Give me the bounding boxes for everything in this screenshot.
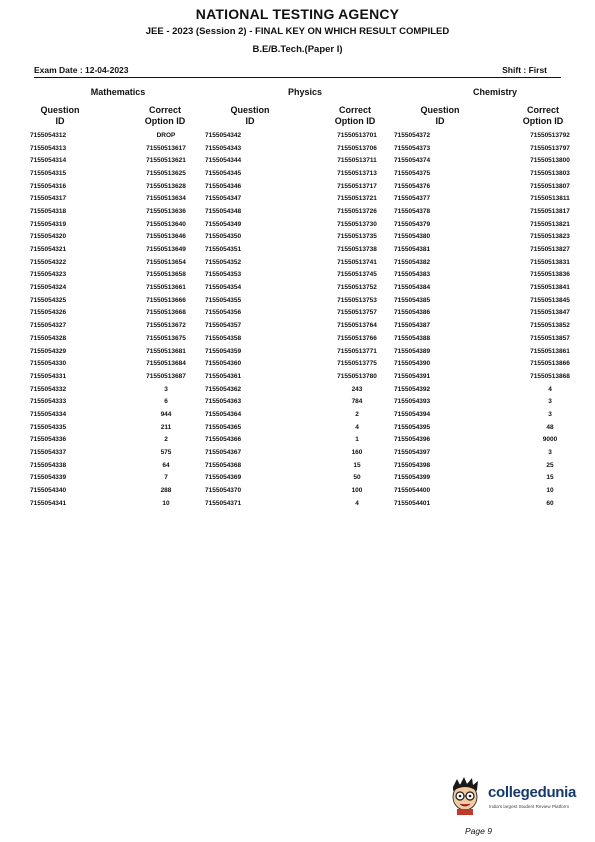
chemistry-correct-option-cell: 71550513868 (530, 372, 570, 380)
physics-question-id-cell: 7155054361 (205, 372, 242, 380)
column-header-line: Correct (526, 105, 559, 115)
math-correct-option-cell: 71550513649 (146, 246, 186, 254)
column-header-chemistry-correct-option (500, 105, 586, 127)
table-row (30, 269, 590, 282)
column-header-line: Correct (148, 105, 181, 115)
column-header-physics-question-id (220, 105, 280, 127)
chemistry-correct-option-cell: 71550513852 (530, 322, 570, 330)
chemistry-question-id-cell: 7155054385 (394, 296, 431, 304)
physics-correct-option-cell: 71550513752 (337, 284, 377, 292)
math-question-id-cell: 7155054326 (30, 309, 67, 317)
column-header-line: Correct (338, 105, 371, 115)
physics-correct-option-cell: 784 (351, 398, 363, 406)
physics-question-id-cell: 7155054363 (205, 398, 242, 406)
page-number: Page 9 (465, 826, 492, 836)
chemistry-question-id-cell: 7155054378 (394, 207, 431, 215)
table-row (30, 154, 590, 167)
column-header-physics-correct-option (313, 105, 397, 127)
subject-chemistry: Chemistry (472, 87, 517, 97)
chemistry-question-id-cell: 7155054380 (394, 233, 431, 241)
table-row (30, 459, 590, 472)
math-question-id-cell: 7155054316 (30, 182, 67, 190)
physics-question-id-cell: 7155054353 (205, 271, 242, 279)
math-correct-option-cell: 71550513668 (146, 309, 186, 317)
physics-question-id-cell: 7155054365 (205, 423, 242, 431)
chemistry-question-id-cell: 7155054399 (394, 474, 431, 482)
math-correct-option-cell: 2 (164, 436, 168, 444)
chemistry-question-id-cell: 7155054392 (394, 385, 431, 393)
physics-question-id-cell: 7155054357 (205, 322, 242, 330)
chemistry-question-id-cell: 7155054387 (394, 322, 431, 330)
table-row (30, 319, 590, 332)
math-correct-option-cell: 7 (164, 474, 168, 482)
physics-question-id-cell: 7155054355 (205, 296, 242, 304)
chemistry-correct-option-cell: 3 (548, 410, 552, 418)
physics-question-id-cell: 7155054356 (205, 309, 242, 317)
chemistry-correct-option-cell: 71550513803 (530, 169, 570, 177)
physics-question-id-cell: 7155054345 (205, 169, 242, 177)
chemistry-correct-option-cell: 10 (546, 487, 554, 495)
chemistry-question-id-cell: 7155054395 (394, 423, 431, 431)
physics-correct-option-cell: 71550513701 (337, 131, 377, 139)
physics-correct-option-cell: 71550513780 (337, 372, 377, 380)
chemistry-correct-option-cell: 4 (548, 385, 552, 393)
physics-question-id-cell: 7155054369 (205, 474, 242, 482)
chemistry-correct-option-cell: 71550513800 (530, 157, 570, 165)
physics-correct-option-cell: 50 (353, 474, 361, 482)
chemistry-correct-option-cell: 71550513866 (530, 360, 570, 368)
paper-name: B.E/B.Tech.(Paper I) (252, 44, 343, 55)
math-question-id-cell: 7155054312 (30, 131, 67, 139)
physics-question-id-cell: 7155054342 (205, 131, 242, 139)
physics-correct-option-cell: 71550513717 (337, 182, 377, 190)
table-row (30, 370, 590, 383)
math-correct-option-cell: 71550513628 (146, 182, 186, 190)
physics-question-id-cell: 7155054354 (205, 284, 242, 292)
physics-correct-option-cell: 71550513753 (337, 296, 377, 304)
math-question-id-cell: 7155054329 (30, 347, 67, 355)
column-header-line: Question (40, 105, 80, 115)
math-question-id-cell: 7155054328 (30, 334, 67, 342)
math-question-id-cell: 7155054325 (30, 296, 67, 304)
chemistry-correct-option-cell: 71550513827 (530, 246, 570, 254)
math-question-id-cell: 7155054332 (30, 385, 67, 393)
math-correct-option-cell: 71550513658 (146, 271, 186, 279)
math-question-id-cell: 7155054338 (30, 461, 67, 469)
table-row (30, 395, 590, 408)
table-row (30, 484, 590, 497)
table-row (30, 332, 590, 345)
table-row (30, 281, 590, 294)
chemistry-correct-option-cell: 71550513845 (530, 296, 570, 304)
physics-question-id-cell: 7155054347 (205, 195, 242, 203)
chemistry-correct-option-cell: 3 (548, 449, 552, 457)
math-correct-option-cell: 71550513666 (146, 296, 186, 304)
chemistry-question-id-cell: 7155054372 (394, 131, 431, 139)
chemistry-correct-option-cell: 71550513847 (530, 309, 570, 317)
physics-question-id-cell: 7155054362 (205, 385, 242, 393)
physics-question-id-cell: 7155054352 (205, 258, 242, 266)
math-question-id-cell: 7155054339 (30, 474, 67, 482)
table-row (30, 167, 590, 180)
physics-correct-option-cell: 4 (355, 423, 359, 431)
math-question-id-cell: 7155054320 (30, 233, 67, 241)
chemistry-correct-option-cell: 9000 (542, 436, 558, 444)
math-question-id-cell: 7155054317 (30, 195, 67, 203)
chemistry-question-id-cell: 7155054390 (394, 360, 431, 368)
chemistry-correct-option-cell: 25 (546, 461, 554, 469)
table-row (30, 142, 590, 155)
physics-correct-option-cell: 4 (355, 499, 359, 507)
chemistry-question-id-cell: 7155054400 (394, 487, 431, 495)
table-row (30, 243, 590, 256)
physics-correct-option-cell: 71550513726 (337, 207, 377, 215)
math-question-id-cell: 7155054314 (30, 157, 67, 165)
math-question-id-cell: 7155054323 (30, 271, 67, 279)
math-correct-option-cell: DROP (156, 131, 176, 139)
table-row (30, 205, 590, 218)
chemistry-correct-option-cell: 71550513857 (530, 334, 570, 342)
table-row (30, 421, 590, 434)
chemistry-correct-option-cell: 71550513861 (530, 347, 570, 355)
chemistry-question-id-cell: 7155054396 (394, 436, 431, 444)
physics-question-id-cell: 7155054364 (205, 410, 242, 418)
table-row (30, 307, 590, 320)
exam-info-row (34, 65, 561, 78)
physics-correct-option-cell: 71550513766 (337, 334, 377, 342)
physics-correct-option-cell: 71550513730 (337, 220, 377, 228)
chemistry-question-id-cell: 7155054373 (394, 144, 431, 152)
chemistry-correct-option-cell: 48 (546, 423, 554, 431)
brand-name: collegedunia (488, 784, 577, 801)
physics-correct-option-cell: 71550513738 (337, 246, 377, 254)
math-correct-option-cell: 71550513634 (146, 195, 186, 203)
physics-correct-option-cell: 100 (351, 487, 363, 495)
math-question-id-cell: 7155054313 (30, 144, 67, 152)
physics-correct-option-cell: 71550513757 (337, 309, 377, 317)
chemistry-correct-option-cell: 71550513821 (530, 220, 570, 228)
physics-correct-option-cell: 2 (355, 410, 359, 418)
table-row (30, 129, 590, 142)
chemistry-correct-option-cell: 15 (546, 474, 554, 482)
math-correct-option-cell: 71550513654 (146, 258, 186, 266)
physics-question-id-cell: 7155054367 (205, 449, 242, 457)
math-correct-option-cell: 71550513661 (146, 284, 186, 292)
column-header-line: ID (55, 116, 65, 126)
chemistry-question-id-cell: 7155054389 (394, 347, 431, 355)
math-correct-option-cell: 3 (164, 385, 168, 393)
chemistry-correct-option-cell: 3 (548, 398, 552, 406)
math-correct-option-cell: 71550513684 (146, 360, 186, 368)
answer-key-table (30, 129, 590, 510)
math-correct-option-cell: 71550513636 (146, 207, 186, 215)
physics-question-id-cell: 7155054350 (205, 233, 242, 241)
physics-question-id-cell: 7155054348 (205, 207, 242, 215)
chemistry-question-id-cell: 7155054388 (394, 334, 431, 342)
chemistry-question-id-cell: 7155054379 (394, 220, 431, 228)
table-row (30, 218, 590, 231)
physics-correct-option-cell: 71550513721 (337, 195, 377, 203)
physics-correct-option-cell: 71550513741 (337, 258, 377, 266)
physics-correct-option-cell: 71550513706 (337, 144, 377, 152)
chemistry-question-id-cell: 7155054377 (394, 195, 431, 203)
column-header-line: Option ID (334, 116, 376, 126)
math-question-id-cell: 7155054327 (30, 322, 67, 330)
math-question-id-cell: 7155054318 (30, 207, 67, 215)
physics-correct-option-cell: 71550513735 (337, 233, 377, 241)
physics-question-id-cell: 7155054346 (205, 182, 242, 190)
math-correct-option-cell: 71550513681 (146, 347, 186, 355)
column-header-line: Question (420, 105, 460, 115)
chemistry-correct-option-cell: 71550513797 (530, 144, 570, 152)
subject-mathematics: Mathematics (90, 87, 146, 97)
table-row (30, 357, 590, 370)
physics-question-id-cell: 7155054360 (205, 360, 242, 368)
table-row (30, 345, 590, 358)
collegedunia-logo (446, 773, 595, 821)
physics-correct-option-cell: 71550513713 (337, 169, 377, 177)
math-correct-option-cell: 64 (162, 461, 170, 469)
math-correct-option-cell: 71550513646 (146, 233, 186, 241)
table-row (30, 383, 590, 396)
subject-physics: Physics (287, 87, 323, 97)
physics-correct-option-cell: 71550513711 (337, 157, 377, 165)
chemistry-question-id-cell: 7155054393 (394, 398, 431, 406)
chemistry-question-id-cell: 7155054374 (394, 157, 431, 165)
chemistry-question-id-cell: 7155054397 (394, 449, 431, 457)
column-header-line: ID (435, 116, 445, 126)
math-question-id-cell: 7155054324 (30, 284, 67, 292)
table-row (30, 472, 590, 485)
chemistry-correct-option-cell: 71550513841 (530, 284, 570, 292)
table-row (30, 434, 590, 447)
exam-date: Exam Date : 12-04-2023 (34, 65, 129, 75)
column-header-line: Option ID (144, 116, 186, 126)
math-correct-option-cell: 71550513672 (146, 322, 186, 330)
physics-correct-option-cell: 160 (351, 449, 363, 457)
answer-key-body (30, 129, 590, 510)
math-correct-option-cell: 288 (160, 487, 172, 495)
table-row (30, 256, 590, 269)
chemistry-question-id-cell: 7155054391 (394, 372, 431, 380)
chemistry-question-id-cell: 7155054384 (394, 284, 431, 292)
table-row (30, 446, 590, 459)
column-header-chemistry-question-id (410, 105, 470, 127)
math-question-id-cell: 7155054340 (30, 487, 67, 495)
math-question-id-cell: 7155054333 (30, 398, 67, 406)
mascot-face-icon (448, 775, 482, 815)
table-row (30, 408, 590, 421)
physics-correct-option-cell: 71550513745 (337, 271, 377, 279)
math-correct-option-cell: 71550513687 (146, 372, 186, 380)
physics-question-id-cell: 7155054358 (205, 334, 242, 342)
physics-correct-option-cell: 71550513775 (337, 360, 377, 368)
math-correct-option-cell: 71550513625 (146, 169, 186, 177)
math-correct-option-cell: 71550513675 (146, 334, 186, 342)
chemistry-question-id-cell: 7155054386 (394, 309, 431, 317)
math-correct-option-cell: 944 (160, 410, 172, 418)
math-question-id-cell: 7155054330 (30, 360, 67, 368)
column-header-math-question-id (30, 105, 90, 127)
chemistry-correct-option-cell: 71550513811 (530, 195, 570, 203)
chemistry-question-id-cell: 7155054381 (394, 246, 431, 254)
chemistry-correct-option-cell: 71550513792 (530, 131, 570, 139)
math-question-id-cell: 7155054337 (30, 449, 67, 457)
chemistry-correct-option-cell: 71550513823 (530, 233, 570, 241)
math-question-id-cell: 7155054335 (30, 423, 67, 431)
chemistry-correct-option-cell: 60 (546, 499, 554, 507)
shift-label: Shift : First (502, 65, 547, 75)
chemistry-question-id-cell: 7155054376 (394, 182, 431, 190)
column-header-line: Question (230, 105, 270, 115)
chemistry-correct-option-cell: 71550513831 (530, 258, 570, 266)
table-row (30, 497, 590, 510)
math-correct-option-cell: 10 (162, 499, 170, 507)
physics-question-id-cell: 7155054349 (205, 220, 242, 228)
physics-correct-option-cell: 15 (353, 461, 361, 469)
page-title: NATIONAL TESTING AGENCY (195, 6, 400, 22)
physics-question-id-cell: 7155054343 (205, 144, 242, 152)
table-row (30, 231, 590, 244)
column-header-math-correct-option (125, 105, 205, 127)
column-header-line: Option ID (522, 116, 564, 126)
chemistry-question-id-cell: 7155054383 (394, 271, 431, 279)
physics-question-id-cell: 7155054368 (205, 461, 242, 469)
math-question-id-cell: 7155054315 (30, 169, 67, 177)
math-question-id-cell: 7155054319 (30, 220, 67, 228)
physics-question-id-cell: 7155054344 (205, 157, 242, 165)
math-question-id-cell: 7155054331 (30, 372, 67, 380)
physics-correct-option-cell: 71550513771 (337, 347, 377, 355)
chemistry-question-id-cell: 7155054382 (394, 258, 431, 266)
math-correct-option-cell: 211 (160, 423, 172, 431)
physics-correct-option-cell: 243 (351, 385, 363, 393)
chemistry-question-id-cell: 7155054398 (394, 461, 431, 469)
physics-question-id-cell: 7155054371 (205, 499, 242, 507)
table-row (30, 294, 590, 307)
math-correct-option-cell: 6 (164, 398, 168, 406)
chemistry-correct-option-cell: 71550513807 (530, 182, 570, 190)
physics-question-id-cell: 7155054370 (205, 487, 242, 495)
physics-question-id-cell: 7155054359 (205, 347, 242, 355)
math-correct-option-cell: 71550513640 (146, 220, 186, 228)
chemistry-question-id-cell: 7155054401 (394, 499, 431, 507)
brand-tagline: India's largest Student Review Platform (489, 804, 570, 809)
physics-question-id-cell: 7155054366 (205, 436, 242, 444)
chemistry-correct-option-cell: 71550513836 (530, 271, 570, 279)
math-correct-option-cell: 575 (160, 449, 172, 457)
physics-correct-option-cell: 1 (355, 436, 359, 444)
table-row (30, 192, 590, 205)
math-question-id-cell: 7155054322 (30, 258, 67, 266)
math-question-id-cell: 7155054341 (30, 499, 67, 507)
page-subtitle: JEE - 2023 (Session 2) - FINAL KEY ON WHICH RESULT COMPILED (145, 26, 450, 37)
physics-correct-option-cell: 71550513764 (337, 322, 377, 330)
table-row (30, 180, 590, 193)
math-question-id-cell: 7155054321 (30, 246, 67, 254)
column-header-line: ID (245, 116, 255, 126)
math-correct-option-cell: 71550513621 (146, 157, 186, 165)
chemistry-correct-option-cell: 71550513817 (530, 207, 570, 215)
chemistry-question-id-cell: 7155054394 (394, 410, 431, 418)
math-correct-option-cell: 71550513617 (146, 144, 186, 152)
math-question-id-cell: 7155054334 (30, 410, 67, 418)
chemistry-question-id-cell: 7155054375 (394, 169, 431, 177)
physics-question-id-cell: 7155054351 (205, 246, 242, 254)
math-question-id-cell: 7155054336 (30, 436, 67, 444)
